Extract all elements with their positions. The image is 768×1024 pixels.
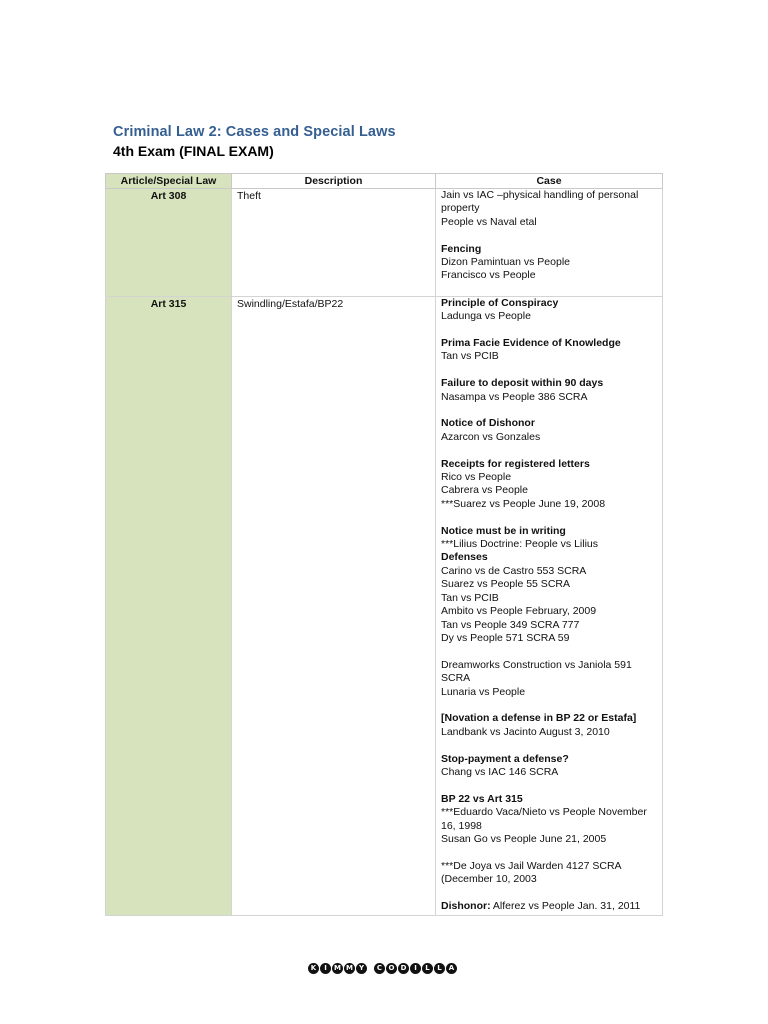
case-group bbox=[441, 525, 657, 552]
header-article: Article/Special Law bbox=[106, 174, 232, 189]
case-name: ***Eduardo Vaca/Nieto vs People November 16, 1998 bbox=[441, 806, 647, 832]
case-inline-heading: Dishonor: bbox=[441, 899, 491, 912]
case-name: Landbank vs Jacinto August 3, 2010 bbox=[441, 725, 610, 738]
logo-letter: L bbox=[434, 963, 445, 974]
case-heading: Principle of Conspiracy bbox=[441, 296, 559, 309]
case-group bbox=[441, 458, 657, 512]
header-case: Case bbox=[436, 174, 663, 189]
case-name: Tan vs PCIB bbox=[441, 591, 499, 604]
table-row bbox=[106, 189, 663, 297]
case-name: ***Lilius Doctrine: People vs Lilius bbox=[441, 538, 598, 551]
document-title: Criminal Law 2: Cases and Special Laws bbox=[113, 124, 396, 140]
document-subtitle: 4th Exam (FINAL EXAM) bbox=[113, 143, 274, 159]
article-cell bbox=[106, 189, 232, 297]
case-heading: Fencing bbox=[441, 242, 482, 255]
case-line bbox=[441, 900, 657, 913]
case-name: Jain vs IAC –physical handling of personal property bbox=[441, 189, 639, 215]
case-name: Tan vs People 349 SCRA 777 bbox=[441, 618, 580, 631]
description-text: Swindling/Estafa/BP22 bbox=[237, 297, 344, 310]
case-group bbox=[441, 377, 657, 404]
description-cell bbox=[232, 296, 436, 916]
case-group bbox=[441, 860, 657, 887]
table-body bbox=[106, 189, 663, 916]
case-name: ***De Joya vs Jail Warden 4127 SCRA (December 10, 2003 bbox=[441, 859, 621, 886]
case-heading: Failure to deposit within 90 days bbox=[441, 377, 604, 390]
logo-letter: M bbox=[344, 963, 355, 974]
case-group bbox=[441, 659, 657, 699]
case-heading: Defenses bbox=[441, 551, 488, 564]
article-label: Art 308 bbox=[150, 190, 187, 202]
case-name: Chang vs IAC 146 SCRA bbox=[441, 765, 559, 778]
case-group bbox=[441, 753, 657, 780]
article-label: Art 315 bbox=[150, 297, 187, 310]
table-row bbox=[106, 296, 663, 916]
footer-logo bbox=[308, 962, 457, 974]
description-cell bbox=[232, 189, 436, 297]
case-name: Susan Go vs People June 21, 2005 bbox=[441, 832, 607, 845]
logo-letter: K bbox=[308, 963, 319, 974]
case-name: People vs Naval etal bbox=[441, 215, 537, 228]
case-name: Suarez vs People 55 SCRA bbox=[441, 578, 570, 591]
case-group bbox=[441, 712, 657, 739]
case-heading: Notice must be in writing bbox=[441, 524, 566, 537]
case-heading: Stop-payment a defense? bbox=[441, 752, 569, 765]
case-name: Ladunga vs People bbox=[441, 310, 531, 323]
case-group bbox=[441, 551, 657, 645]
case-group bbox=[441, 793, 657, 847]
case-inline-text: Alferez vs People Jan. 31, 2011 bbox=[490, 899, 641, 912]
case-heading: Receipts for registered letters bbox=[441, 457, 590, 470]
case-heading: BP 22 vs Art 315 bbox=[441, 792, 523, 805]
logo-letter: M bbox=[332, 963, 343, 974]
logo-letter: A bbox=[446, 963, 457, 974]
logo-letter: D bbox=[398, 963, 409, 974]
case-cell bbox=[436, 296, 663, 916]
case-group bbox=[441, 243, 657, 283]
logo-letter: Y bbox=[356, 963, 367, 974]
case-name: Dy vs People 571 SCRA 59 bbox=[441, 631, 570, 644]
case-name: ***Suarez vs People June 19, 2008 bbox=[441, 497, 606, 510]
case-name: Cabrera vs People bbox=[441, 484, 528, 497]
case-heading: Prima Facie Evidence of Knowledge bbox=[441, 337, 621, 350]
logo-letter: C bbox=[374, 963, 385, 974]
case-group bbox=[441, 189, 657, 229]
case-heading: [Novation a defense in BP 22 or Estafa] bbox=[441, 712, 637, 725]
description-text: Theft bbox=[237, 190, 261, 202]
case-name: Ambito vs People February, 2009 bbox=[441, 605, 597, 618]
case-name: Nasampa vs People 386 SCRA bbox=[441, 390, 588, 403]
logo-letter: L bbox=[422, 963, 433, 974]
logo-letter: I bbox=[410, 963, 421, 974]
case-cell bbox=[436, 189, 663, 297]
logo-letter: I bbox=[320, 963, 331, 974]
case-name: Francisco vs People bbox=[441, 269, 536, 282]
case-name: Tan vs PCIB bbox=[441, 350, 499, 363]
case-group bbox=[441, 900, 657, 913]
case-name: Carino vs de Castro 553 SCRA bbox=[441, 564, 587, 577]
case-group bbox=[441, 297, 657, 324]
case-group bbox=[441, 417, 657, 444]
case-name: Dreamworks Construction vs Janiola 591 SCRA bbox=[441, 658, 632, 685]
case-heading: Notice of Dishonor bbox=[441, 417, 535, 430]
case-name: Azarcon vs Gonzales bbox=[441, 430, 541, 443]
case-name: Rico vs People bbox=[441, 471, 512, 484]
logo-letter: O bbox=[386, 963, 397, 974]
article-cell bbox=[106, 296, 232, 916]
table-header bbox=[106, 174, 663, 189]
case-group bbox=[441, 337, 657, 364]
cases-table bbox=[105, 173, 663, 916]
case-name: Lunaria vs People bbox=[441, 685, 526, 698]
case-name: Dizon Pamintuan vs People bbox=[441, 256, 570, 269]
header-description: Description bbox=[232, 174, 436, 189]
